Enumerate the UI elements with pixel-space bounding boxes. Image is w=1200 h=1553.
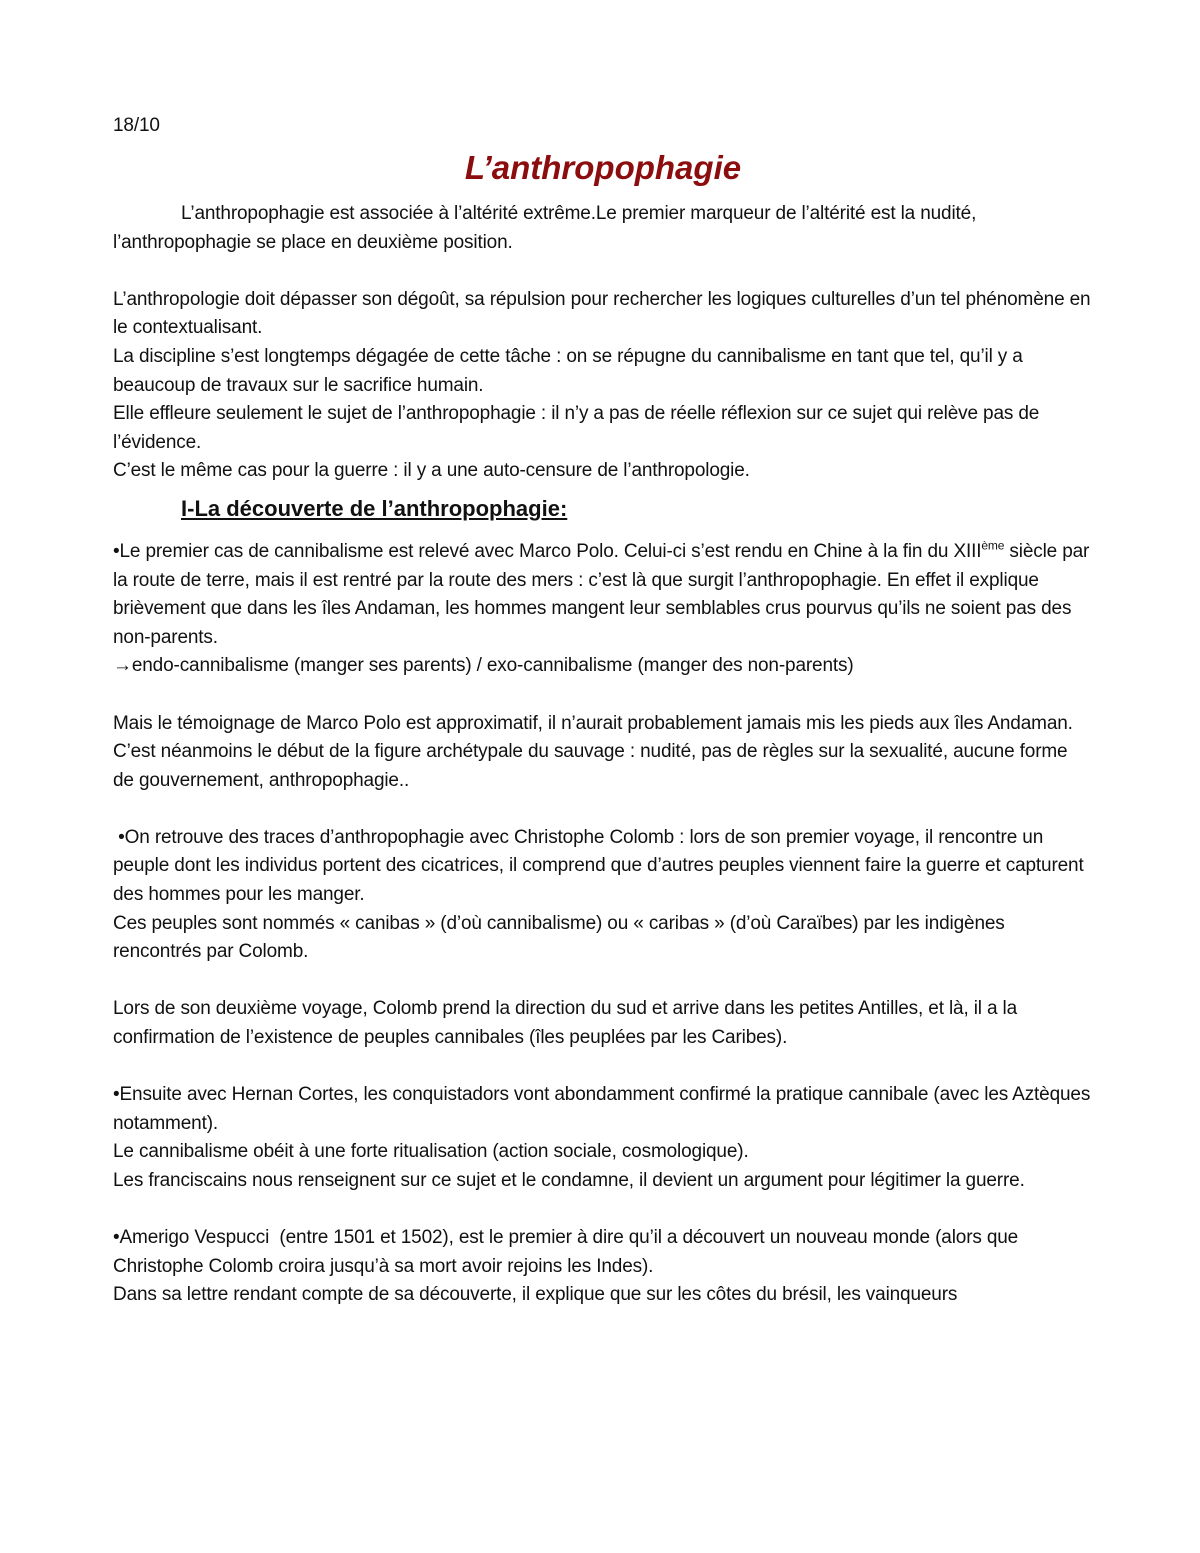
- colomb-paragraph-3: Lors de son deuxième voyage, Colomb prend la direction du sud et arrive dans les petites Antilles, et là, il a la confirmation de l’existence de peuples cannibales (îles peuplées par les Caribes).: [113, 998, 1018, 1049]
- document-body: [113, 112, 1093, 1310]
- cortes-paragraph-2: Le cannibalisme obéit à une forte ritualisation (action sociale, cosmologique).: [113, 1141, 749, 1163]
- marco-polo-paragraph: [113, 538, 1093, 652]
- vespucci-paragraph-1: •Amerigo Vespucci (entre 1501 et 1502), est le premier à dire qu’il a découvert un nouveau monde (alors que Christophe Colomb croira jusqu’à sa mort avoir rejoins les Indes).: [113, 1227, 1024, 1277]
- century-superscript: ème: [981, 538, 1005, 553]
- paragraph-gap: [113, 1053, 1093, 1082]
- marco-polo-paragraph-3: C’est néanmoins le début de la figure archétypale du sauvage : nudité, pas de règles sur la sexualité, aucune forme de gouvernement, anthropophagie..: [113, 741, 1068, 791]
- paragraph-gap: [113, 967, 1093, 996]
- intro-paragraph-4: Elle effleure seulement le sujet de l’anthropophagie : il n’y a pas de réelle réflexion sur ce sujet qui relève pas de l’évidence.: [113, 403, 1040, 453]
- cortes-paragraph-3: Les franciscains nous renseignent sur ce sujet et le condamne, il devient un argument pour légitimer la guerre.: [113, 1170, 1025, 1191]
- intro-paragraph-5: C’est le même cas pour la guerre : il y a une auto-censure de l’anthropologie.: [113, 460, 750, 482]
- colomb-paragraph-1: •On retrouve des traces d’anthropophagie avec Christophe Colomb : lors de son premier voyage, il rencontre un peuple dont les individus portent des cicatrices, il comprend que d’autres peuples viennent faire la guerre et capturent des hommes pour les manger.: [113, 826, 1089, 906]
- intro-paragraph-1: L’anthropophagie est associée à l’altérité extrême.Le premier marqueur de l’altérité est la nudité, l’anthropophagie se place en deuxième position.: [113, 203, 977, 253]
- paragraph-gap: [113, 257, 1093, 286]
- colomb-paragraph-2: Ces peuples sont nommés « canibas » (d’où cannibalisme) ou « caribas » (d’où Caraïbes) par les indigènes rencontrés par Colomb.: [113, 912, 1005, 963]
- cortes-paragraph-1: •Ensuite avec Hernan Cortes, les conquistadors vont abondamment confirmé la pratique cannibale (avec les Aztèques notamment).: [113, 1084, 1091, 1134]
- intro-paragraph-2: L’anthropologie doit dépasser son dégoût, sa répulsion pour rechercher les logiques culturelles d’un tel phénomène en le contextualisant.: [113, 288, 1091, 339]
- vespucci-paragraph-2: Dans sa lettre rendant compte de sa découverte, il explique que sur les côtes du brésil, les vainqueurs: [113, 1284, 958, 1306]
- date: 18/10: [113, 115, 160, 136]
- paragraph-gap: [113, 795, 1093, 824]
- paragraph-gap: [113, 681, 1093, 710]
- page-title: L’anthropophagie: [464, 149, 742, 186]
- cannibalism-types-line: →endo-cannibalisme (manger ses parents) / exo-cannibalisme (manger des non-parents): [113, 655, 854, 677]
- section-heading: I-La découverte de l’anthropophagie:: [181, 495, 568, 521]
- marco-polo-text-start: •Le premier cas de cannibalisme est relevé avec Marco Polo. Celui-ci s’est rendu en Chine à la fin du XIII: [113, 540, 982, 562]
- marco-polo-text-end: siècle par la route de terre, mais il est rentré par la route des mers : c’est là que surgit l’anthropophagie. En effet il explique brièvement que dans les îles Andaman, les hommes mangent leur semblables crus pourvus qu’ils ne soient pas des non-parents.: [113, 540, 1090, 648]
- paragraph-gap: [113, 1196, 1093, 1225]
- marco-polo-paragraph-2: Mais le témoignage de Marco Polo est approximatif, il n’aurait probablement jamais mis les pieds aux îles Andaman.: [113, 712, 1073, 734]
- intro-paragraph-3: La discipline s’est longtemps dégagée de cette tâche : on se répugne du cannibalisme en tant que tel, qu’il y a beaucoup de travaux sur le sacrifice humain.: [113, 345, 1023, 396]
